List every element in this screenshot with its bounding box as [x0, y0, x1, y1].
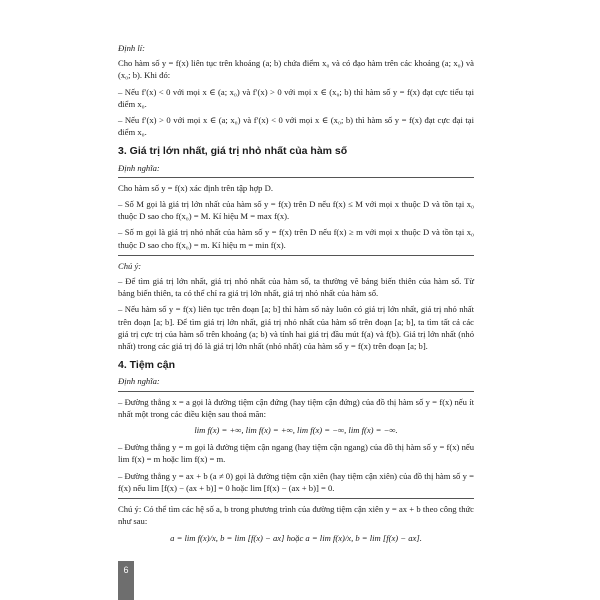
note-label: Chú ý:: [118, 260, 142, 271]
note-1: – Để tìm giá trị lớn nhất, giá trị nhỏ nhất của hàm số, ta thường vẽ bảng biến thiên của hàm số. Từ bảng biến thiên, ta có thể chỉ ra giá trị lớn nhất, giá trị nhỏ nhất của hàm số.: [118, 276, 474, 299]
definition-label: Định lí:: [118, 43, 145, 53]
section-4-definition-label: Định nghĩa:: [118, 376, 160, 387]
section-3-definition-label: Định nghĩa:: [118, 162, 160, 173]
divider: [118, 255, 474, 256]
section-3-heading: 3. Giá trị lớn nhất, giá trị nhỏ nhất của hàm số: [118, 145, 348, 158]
vertical-asymptote-limits: lim f(x) = +∞, lim f(x) = +∞, lim f(x) = −∞, lim f(x) = −∞.: [194, 425, 398, 436]
theorem-intro: Cho hàm số y = f(x) liên tục trên khoảng (a; b) chứa điểm x₀ và có đạo hàm trên các khoảng (a; x₀) và (x₀; b). Khi đó:: [118, 58, 474, 81]
theorem-case-1: – Nếu f′(x) < 0 với mọi x ∈ (a; x₀) và f′(x) > 0 với mọi x ∈ (x₀; b) thì hàm số y = f(x) đạt cực tiểu tại điểm x₀.: [118, 86, 474, 109]
note-2: – Nếu hàm số y = f(x) liên tục trên đoạn [a; b] thì hàm số này luôn có giá trị lớn nhất, giá trị nhỏ nhất trên đoạn [a; b]. Để tìm giá trị lớn nhất, giá trị nhỏ nhất của hàm số trên đoạn [a; b], ta tìm tất cả các giá trị cực trị của hàm số trên khoảng (a; b) và tính hai giá trị đầu mút f(a) và f(b). Giá trị lớn nhất (nhỏ nhất) trong các giá trị đó là giá trị lớn nhất (nhỏ nhất) của hàm số y = f(x) trên đoạn [a; b].: [118, 304, 474, 352]
divider: [118, 498, 474, 499]
divider: [118, 391, 474, 392]
divider: [118, 177, 474, 178]
vertical-asymptote-definition: – Đường thẳng x = a gọi là đường tiệm cận đứng (hay tiệm cận đứng) của đồ thị hàm số y = f(x) nếu ít nhất một trong các điều kiện sau thoả mãn:: [118, 396, 474, 419]
section-4-heading: 4. Tiệm cận: [118, 359, 176, 372]
section-3-max-definition: – Số M gọi là giá trị lớn nhất của hàm số y = f(x) trên D nếu f(x) ≤ M với mọi x thuộc D và tồn tại x₀ thuộc D sao cho f(x₀) = M. Kí hiệu M = max f(x).: [118, 199, 474, 222]
page-number: 6: [123, 565, 129, 575]
section-3-intro: Cho hàm số y = f(x) xác định trên tập hợp D.: [118, 182, 273, 193]
section-3-min-definition: – Số m gọi là giá trị nhỏ nhất của hàm số y = f(x) trên D nếu f(x) ≥ m với mọi x thuộc D và tồn tại x₀ thuộc D sao cho f(x₀) = m. Kí hiệu m = min f(x).: [118, 227, 474, 250]
coefficient-formula: a = lim f(x)/x, b = lim [f(x) − ax] hoặc a = lim f(x)/x, b = lim [f(x) − ax].: [170, 532, 422, 543]
theorem-case-2: – Nếu f′(x) > 0 với mọi x ∈ (a; x₀) và f′(x) < 0 với mọi x ∈ (x₀; b) thì hàm số y = f(x) đạt cực đại tại điểm x₀.: [118, 115, 474, 138]
page-number-tab: [118, 561, 134, 600]
horizontal-asymptote-definition: – Đường thẳng y = m gọi là đường tiệm cận ngang (hay tiệm cận ngang) của đồ thị hàm số y = f(x) nếu lim f(x) = m hoặc lim f(x) = m.: [118, 442, 474, 465]
oblique-asymptote-definition: – Đường thẳng y = ax + b (a ≠ 0) gọi là đường tiệm cận xiên (hay tiệm cận xiên) của đồ thị hàm số y = f(x) nếu lim [f(x) − (ax + b)] = 0 hoặc lim [f(x) − (ax + b)] = 0.: [118, 470, 474, 493]
oblique-coefficient-note: Chú ý: Có thể tìm các hệ số a, b trong phương trình của đường tiệm cận xiên y = ax + b theo công thức như sau:: [118, 504, 474, 527]
page-content: [118, 42, 474, 549]
